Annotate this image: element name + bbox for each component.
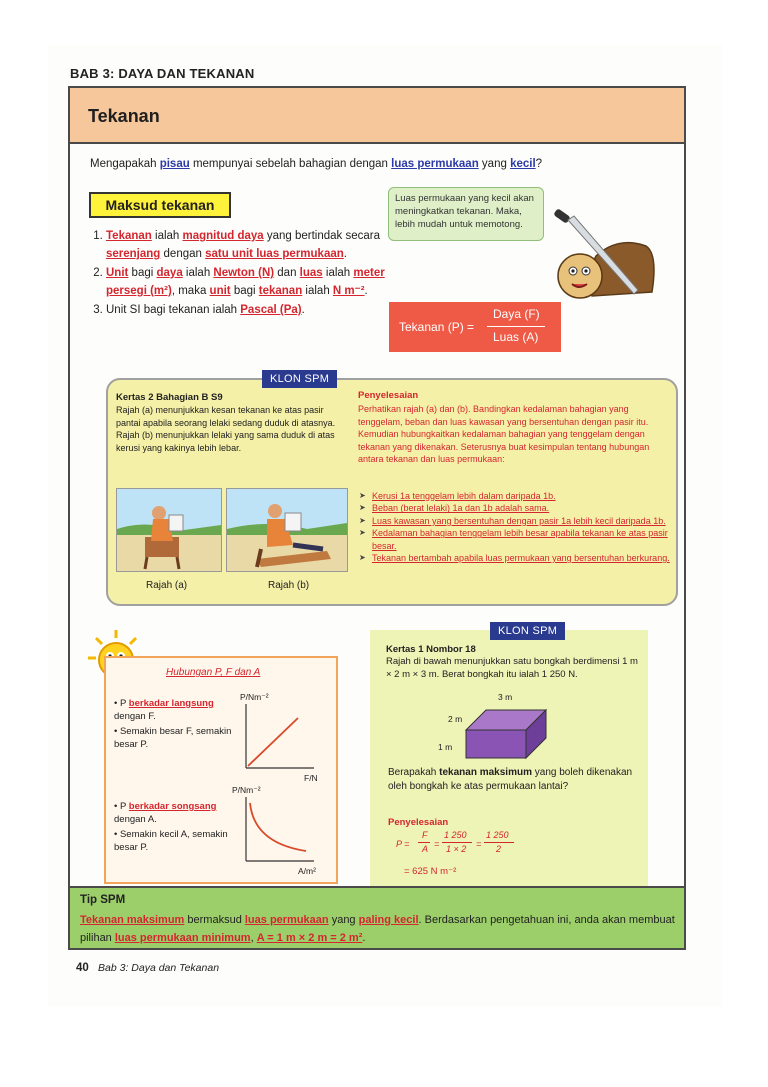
section-title: Tekanan <box>88 106 160 126</box>
opening-question: Mengapakah pisau mempunyai sebelah bahagian dengan luas permukaan yang kecil? <box>90 158 543 170</box>
question-source: Kertas 1 Nombor 18 <box>386 644 476 655</box>
dimension-width: 2 m <box>448 714 463 724</box>
solution-title: Penyelesaian <box>358 390 419 401</box>
question-text: Rajah (a) menunjukkan kesan tekanan ke atas pasir pantai apabila seorang lelaki sedang duduk di atasnya. Rajah (b) menunjukkan lelaki yang sama duduk di atas kerusi yang kakinya lebih lebar. <box>116 405 336 453</box>
formula-label: Tekanan (P) = <box>399 320 475 334</box>
question-text: Rajah di bawah menunjukkan satu bongkah berdimensi 1 m × 2 m × 3 m. Berat bongkah itu ialah 1 250 N. <box>386 656 638 680</box>
pressure-formula-box <box>389 302 561 352</box>
solution-point: ➤ Kedalaman bahagian tenggelam lebih besar apabila tekanan ke atas pasir besar. <box>372 527 672 552</box>
question-part2: Berapakah tekanan maksimum yang boleh dikenakan oleh bongkah ke atas permukaan lantai? <box>388 767 633 792</box>
graph2-inverse-proportion <box>240 795 316 865</box>
graph2-xlabel: A/m² <box>298 866 316 876</box>
solution-point: ➤ Kerusi 1a tenggelam lebih dalam daripada 1b. <box>372 490 672 502</box>
dimension-height: 1 m <box>438 742 453 752</box>
solution-point: ➤ Luas kawasan yang bersentuhan dengan pasir 1a lebih kecil daripada 1b. <box>372 515 672 527</box>
definition-list <box>86 227 406 320</box>
solution-working: P = F A = 1 250 1 × 2 = 1 250 2 <box>392 830 542 860</box>
knife-bread-illustration <box>548 206 666 306</box>
page-number: 40 <box>76 962 89 974</box>
question-source: Kertas 2 Bahagian B S9 <box>116 392 223 403</box>
fraction-bar <box>487 326 545 327</box>
figure-a-image <box>116 488 222 572</box>
tip-text: Tekanan maksimum bermaksud luas permukaan yang paling kecil. Berdasarkan pengetahuan ini, anda akan membuat pilihan luas permukaan minimum, A = 1 m × 2 m = 2 m². <box>80 914 675 944</box>
caption-a: Rajah (a) <box>146 580 188 591</box>
solution-answer: = 625 N m⁻² <box>404 866 457 877</box>
man-sitting-icon <box>117 489 221 571</box>
solution-point: ➤ Beban (berat lelaki) 1a dan 1b adalah sama. <box>372 502 672 514</box>
footer-chapter: Bab 3: Daya dan Tekanan <box>98 962 220 974</box>
speech-bubble: Luas permukaan yang kecil akan meningkatkan tekanan. Maka, lebih mudah untuk memotong. <box>388 187 544 241</box>
solution-points <box>358 490 672 564</box>
relationship-title: Hubungan P, F dan A <box>166 667 261 678</box>
graph1-notes: • P berkadar langsung dengan F. • Semakin besar F, semakin besar P. <box>114 698 232 750</box>
chapter-header: BAB 3: DAYA DAN TEKANAN <box>70 66 255 81</box>
section-title-bar <box>70 88 684 144</box>
graph1-direct-proportion <box>240 702 316 772</box>
graph2-ylabel: P/Nm⁻² <box>232 785 261 795</box>
solution-intro: Perhatikan rajah (a) dan (b). Bandingkan kedalaman bahagian yang tenggelam, beban dan luas kawasan yang bersentuhan dengan pasir itu. Kemudian hubungkaitkan kedalaman bahagian yang tenggelam dengan tekanan yang dikenakan. Seterusnya buat kesimpulan tentang hubungan antara tekanan dan luas permukaan: <box>358 404 650 464</box>
graph1-xlabel: F/N <box>304 773 318 783</box>
page-footer <box>76 962 219 974</box>
graph1-ylabel: P/Nm⁻² <box>240 692 269 702</box>
figure-b-image <box>226 488 348 572</box>
maksud-heading: Maksud tekanan <box>89 192 231 218</box>
tip-title: Tip SPM <box>80 894 126 906</box>
caption-b: Rajah (b) <box>268 580 310 591</box>
solution-point: ➤ Tekanan bertambah apabila luas permukaan yang bersentuhan berkurang. <box>372 552 672 564</box>
definition-item: 3. Unit SI bagi tekanan ialah Pascal (Pa). <box>106 301 406 319</box>
dimension-length: 3 m <box>498 692 513 702</box>
formula-numerator: Daya (F) <box>493 307 540 321</box>
graph2-notes: • P berkadar songsang dengan A. • Semakin kecil A, semakin besar P. <box>114 801 228 853</box>
formula-denominator: Luas (A) <box>493 330 539 344</box>
man-reclining-icon <box>227 489 347 571</box>
solution-title: Penyelesaian <box>388 817 449 828</box>
klon-spm-tag: KLON SPM <box>262 370 337 388</box>
definition-item: 1. Tekanan ialah magnitud daya yang bertindak secara serenjang dengan satu unit luas permukaan. <box>106 227 406 263</box>
block-illustration <box>458 702 550 762</box>
definition-item: 2. Unit bagi daya ialah Newton (N) dan luas ialah meter persegi (m²), maka unit bagi tekanan ialah N m⁻². <box>106 264 406 300</box>
klon-spm-tag: KLON SPM <box>490 622 565 640</box>
